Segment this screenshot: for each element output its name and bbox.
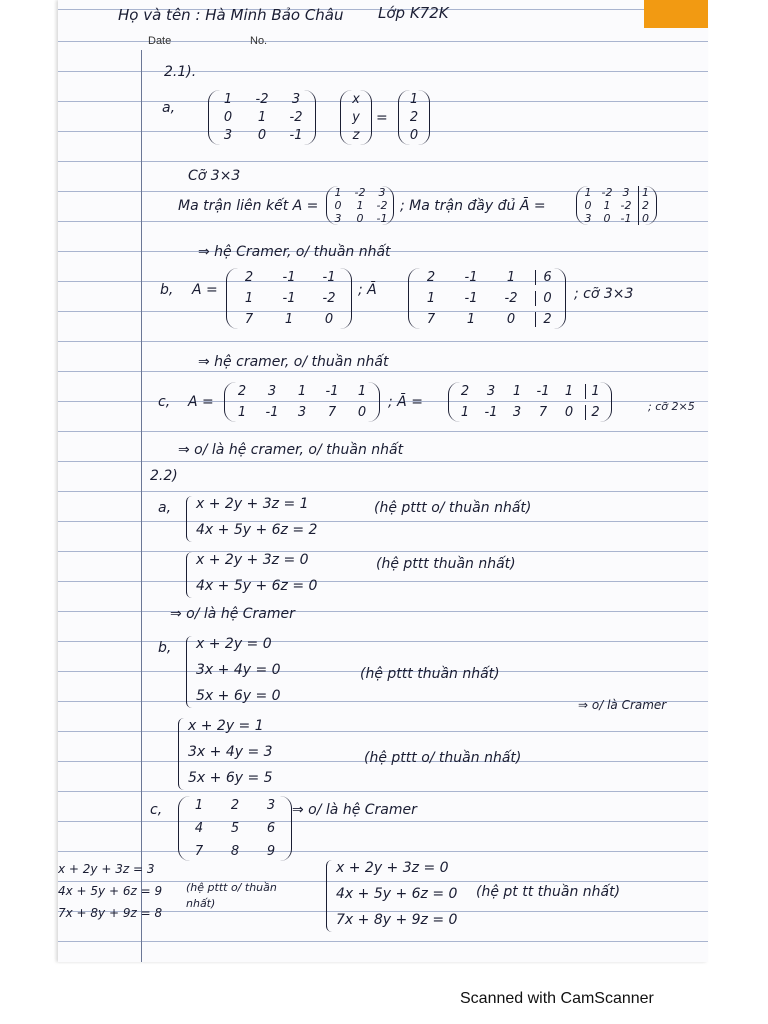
eq-line: 5x + 6y = 0 xyxy=(196,688,281,704)
part-2-2-b-label: b, xyxy=(158,640,172,656)
matrix-cell: 3 xyxy=(486,384,496,399)
matrix-a-c xyxy=(224,382,380,422)
matrix-cell: 0 xyxy=(357,405,367,420)
matrix-cell: -2 xyxy=(322,291,336,306)
size-label-b: ; cỡ 3×3 xyxy=(574,286,634,302)
note: (hệ pttt o/ thuần nhất) xyxy=(186,881,277,910)
eq-line: 4x + 5y + 6z = 9 xyxy=(58,884,163,898)
brace xyxy=(326,860,332,932)
brace xyxy=(186,636,192,708)
matrix-cell: -2 xyxy=(255,92,269,107)
vector-rhs xyxy=(398,90,430,145)
matrix-2-2-c xyxy=(178,796,292,861)
coef-matrix-label-a: Ma trận liên kết A = xyxy=(178,198,319,214)
matrix-cell: 5 xyxy=(230,821,240,836)
equals-sign: = xyxy=(376,110,388,126)
matrix-cell: 2 xyxy=(237,384,247,399)
matrix-cell: 0 xyxy=(257,128,267,143)
margin-line xyxy=(141,50,142,962)
matrix-cell: 1 xyxy=(466,312,476,327)
matrix-cell: y xyxy=(352,110,360,125)
conclusion-a: ⇒ hệ Cramer, o/ thuần nhất xyxy=(198,244,391,260)
abar-label-b: ; Ā xyxy=(358,282,377,298)
note: (hệ pt tt thuần nhất) xyxy=(476,884,621,900)
student-name: Họ và tên : Hà Minh Bảo Châu xyxy=(118,6,344,24)
aug-matrix-a xyxy=(576,186,657,225)
matrix-abar-b xyxy=(408,268,566,329)
vector-xyz xyxy=(340,90,372,145)
matrix-abar-c xyxy=(448,382,612,422)
brace xyxy=(186,552,192,598)
matrix-cell: 1 xyxy=(460,405,470,420)
conclusion-c: ⇒ o/ là hệ cramer, o/ thuần nhất xyxy=(178,442,404,458)
matrix-cell: 4 xyxy=(194,821,204,836)
matrix-cell: 1 xyxy=(512,384,522,399)
eq-line: 7x + 8y + 9z = 8 xyxy=(58,906,163,920)
matrix-cell: 7 xyxy=(244,312,254,327)
matrix-cell: -1 xyxy=(620,212,632,225)
matrix-cell: -1 xyxy=(484,405,498,420)
matrix-cell: 3 xyxy=(267,384,277,399)
brace xyxy=(186,496,192,542)
matrix-a-b xyxy=(226,268,352,329)
size-label-c: ; cỡ 2×5 xyxy=(648,400,695,413)
matrix-cell: 0 xyxy=(506,312,516,327)
matrix-cell: 8 xyxy=(230,844,240,859)
matrix-cell: -2 xyxy=(620,199,632,212)
matrix-cell: 3 xyxy=(622,186,630,199)
matrix-cell: 3 xyxy=(223,128,233,143)
matrix-cell: 2 xyxy=(230,798,240,813)
part-a-label: a, xyxy=(162,100,176,116)
eq-line: x + 2y + 3z = 0 xyxy=(336,860,449,876)
matrix-cell: 2 xyxy=(244,270,254,285)
matrix-cell: 3 xyxy=(334,212,342,225)
matrix-cell: 3 xyxy=(512,405,522,420)
matrix-cell: 1 xyxy=(334,186,342,199)
matrix-cell: 1 xyxy=(603,199,611,212)
matrix-cell: 2 xyxy=(409,110,419,125)
matrix-cell: 1 xyxy=(194,798,204,813)
matrix-cell: -1 xyxy=(536,384,550,399)
aug-matrix-label-a: ; Ma trận đầy đủ Ā = xyxy=(400,198,546,214)
matrix-cell: 2 xyxy=(460,384,470,399)
size-label-a: Cỡ 3×3 xyxy=(188,168,241,184)
matrix-cell: 3 xyxy=(297,405,307,420)
matrix-cell: 2 xyxy=(426,270,436,285)
note: (hệ pttt o/ thuần nhất) xyxy=(374,500,532,516)
eq-line: 4x + 5y + 6z = 0 xyxy=(196,578,318,594)
matrix-cell: -1 xyxy=(464,291,478,306)
conclusion-b: ⇒ hệ cramer, o/ thuần nhất xyxy=(198,354,389,370)
matrix-cell: 3 xyxy=(378,186,386,199)
matrix-cell: 3 xyxy=(584,212,592,225)
section-title-2-2: 2.2) xyxy=(150,468,178,484)
conclusion-2-2-b: ⇒ o/ là Cramer xyxy=(578,698,667,712)
matrix-cell: 3 xyxy=(291,92,301,107)
notebook-page xyxy=(58,0,708,962)
eq-line: 3x + 4y = 3 xyxy=(188,744,273,760)
matrix-cell: 0 xyxy=(334,199,342,212)
eq-line: 4x + 5y + 6z = 2 xyxy=(196,522,318,538)
matrix-cell: 1 xyxy=(223,92,233,107)
matrix-cell: 1 xyxy=(506,270,516,285)
date-label: Date xyxy=(148,35,172,47)
matrix-cell: 1 xyxy=(585,384,605,399)
matrix-cell: 1 xyxy=(357,384,367,399)
matrix-cell: 7 xyxy=(194,844,204,859)
part-b-label: b, xyxy=(160,282,174,298)
matrix-cell: -1 xyxy=(325,384,339,399)
matrix-cell: -2 xyxy=(354,186,366,199)
matrix-cell: 0 xyxy=(223,110,233,125)
note: (hệ pttt thuần nhất) xyxy=(376,556,516,572)
matrix-cell: 1 xyxy=(237,405,247,420)
matrix-cell: 7 xyxy=(327,405,337,420)
eq-line: x + 2y = 0 xyxy=(196,636,272,652)
matrix-cell: 7 xyxy=(426,312,436,327)
matrix-cell: z xyxy=(352,128,360,143)
abar-label-c: ; Ā = xyxy=(388,394,423,410)
matrix-cell: -1 xyxy=(265,405,279,420)
matrix-cell: 0 xyxy=(584,199,592,212)
matrix-cell: 1 xyxy=(426,291,436,306)
coef-matrix-a xyxy=(326,186,394,225)
class-label: Lớp K72K xyxy=(378,4,449,22)
a-label-b: A = xyxy=(192,282,218,298)
matrix-cell: 2 xyxy=(585,405,605,420)
section-title-2-1: 2.1). xyxy=(164,64,197,80)
conclusion-2-2-c: ⇒ o/ là hệ Cramer xyxy=(292,802,417,818)
conclusion-2-2-a: ⇒ o/ là hệ Cramer xyxy=(170,606,295,622)
matrix-cell: 2 xyxy=(535,312,559,327)
eq-line: 4x + 5y + 6z = 0 xyxy=(336,886,458,902)
matrix-cell: -2 xyxy=(504,291,518,306)
matrix-cell: 7 xyxy=(538,405,548,420)
eq-line: x + 2y + 3z = 3 xyxy=(58,862,155,876)
eq-line: x + 2y + 3z = 0 xyxy=(196,552,309,568)
matrix-cell: 1 xyxy=(409,92,419,107)
matrix-cell: -1 xyxy=(376,212,388,225)
eq-line: x + 2y = 1 xyxy=(188,718,264,734)
orange-corner xyxy=(644,0,708,28)
matrix-cell: 9 xyxy=(266,844,276,859)
eq-line: 7x + 8y + 9z = 0 xyxy=(336,912,458,928)
matrix-cell: -1 xyxy=(289,128,303,143)
matrix-cell: -1 xyxy=(282,270,296,285)
brace xyxy=(178,718,184,790)
matrix-cell: 0 xyxy=(603,212,611,225)
matrix-cell: 0 xyxy=(638,212,652,225)
matrix-cell: 6 xyxy=(266,821,276,836)
matrix-cell: 0 xyxy=(535,291,559,306)
part-2-2-c-label: c, xyxy=(150,802,163,818)
matrix-cell: -2 xyxy=(601,186,613,199)
matrix-cell: 1 xyxy=(244,291,254,306)
matrix-2-1-a xyxy=(208,90,316,145)
matrix-cell: 0 xyxy=(356,212,364,225)
matrix-cell: x xyxy=(352,92,360,107)
matrix-cell: 1 xyxy=(584,186,592,199)
matrix-cell: 1 xyxy=(257,110,267,125)
part-2-2-a-label: a, xyxy=(158,500,172,516)
a-label-c: A = xyxy=(188,394,214,410)
matrix-cell: 1 xyxy=(284,312,294,327)
matrix-cell: 1 xyxy=(297,384,307,399)
matrix-cell: -1 xyxy=(282,291,296,306)
matrix-cell: -2 xyxy=(289,110,303,125)
eq-line: x + 2y + 3z = 1 xyxy=(196,496,309,512)
matrix-cell: 1 xyxy=(564,384,574,399)
matrix-cell: -1 xyxy=(464,270,478,285)
matrix-cell: -2 xyxy=(376,199,388,212)
note: (hệ pttt o/ thuần nhất) xyxy=(364,750,522,766)
part-c-label: c, xyxy=(158,394,171,410)
matrix-cell: 0 xyxy=(564,405,574,420)
matrix-cell: 6 xyxy=(535,270,559,285)
matrix-cell: -1 xyxy=(322,270,336,285)
no-label: No. xyxy=(250,35,268,47)
eq-line: 5x + 6y = 5 xyxy=(188,770,273,786)
matrix-cell: 0 xyxy=(409,128,419,143)
matrix-cell: 1 xyxy=(356,199,364,212)
matrix-cell: 1 xyxy=(638,186,652,199)
camscanner-footer: Scanned with CamScanner xyxy=(460,990,654,1007)
matrix-cell: 3 xyxy=(266,798,276,813)
eq-line: 3x + 4y = 0 xyxy=(196,662,281,678)
matrix-cell: 2 xyxy=(638,199,652,212)
note: (hệ pttt thuần nhất) xyxy=(360,666,500,682)
matrix-cell: 0 xyxy=(324,312,334,327)
